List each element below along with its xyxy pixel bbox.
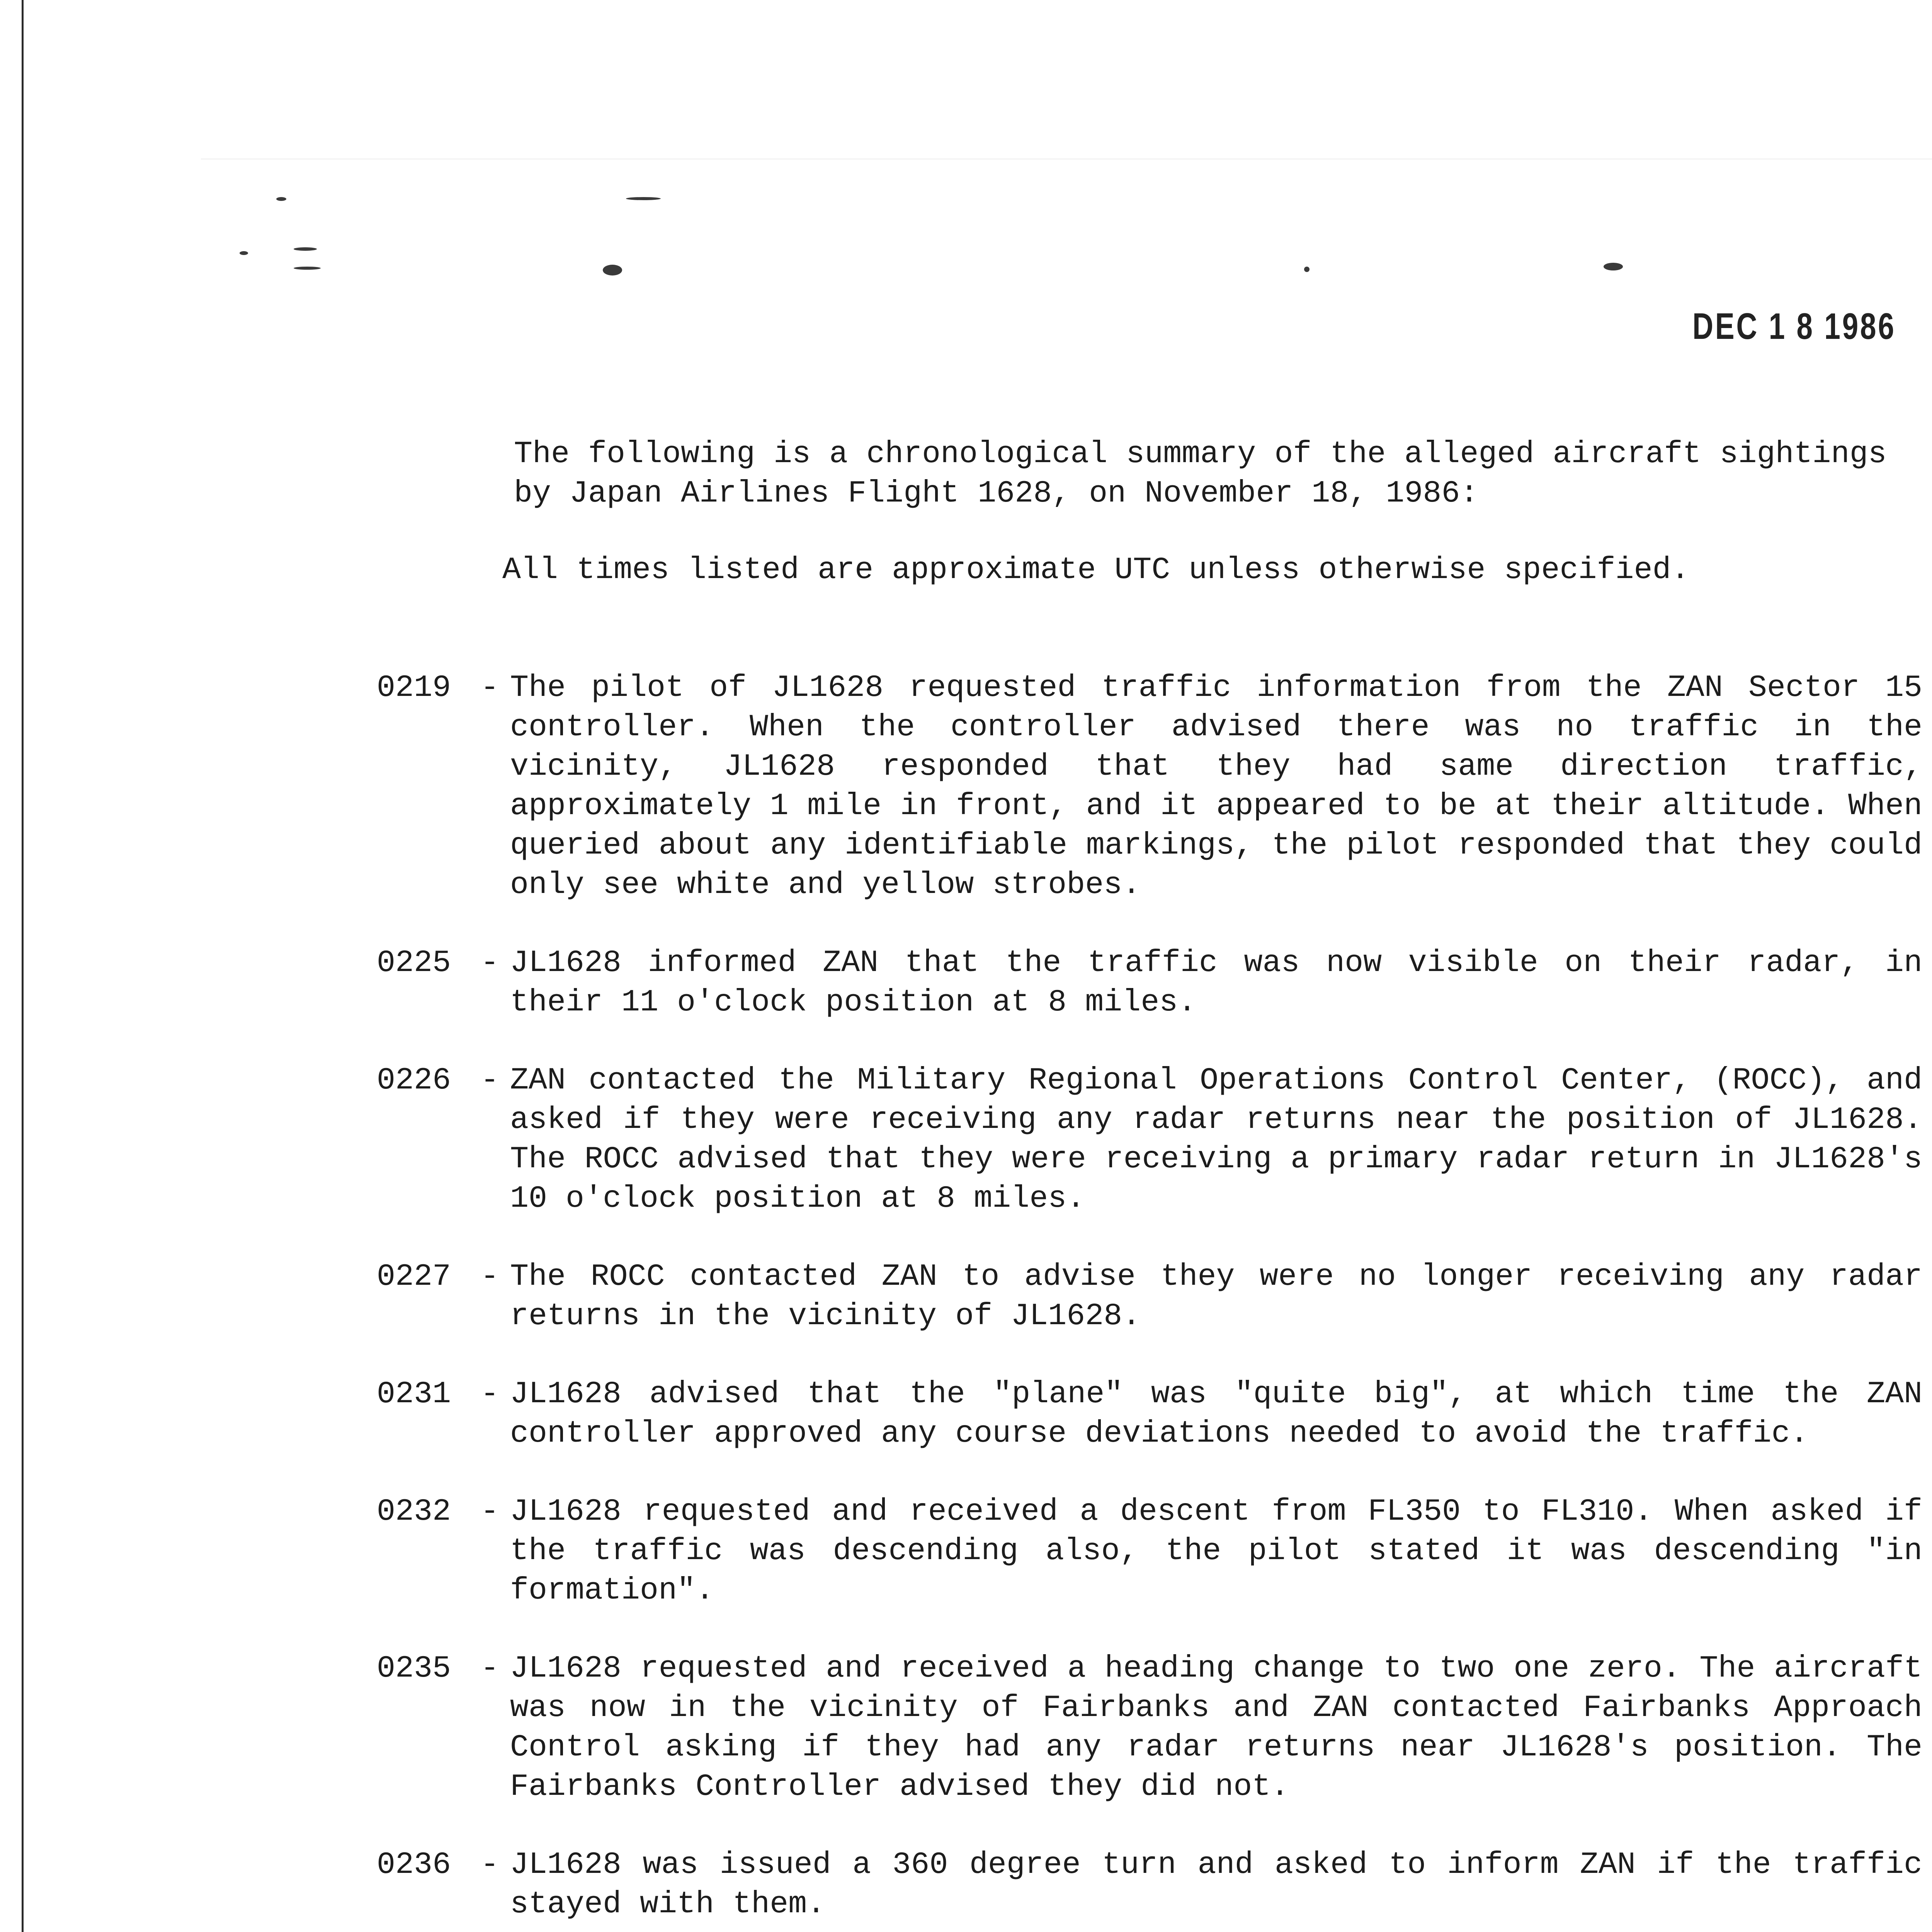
entry-time: 0235 bbox=[377, 1651, 451, 1686]
entry-text: JL1628 was issued a 360 degree turn and asked to inform ZAN if the traffic stayed with them. bbox=[510, 1847, 1922, 1922]
scan-speck bbox=[294, 247, 317, 251]
entry-text: JL1628 advised that the "plane" was "quite big", at which time the ZAN controller approved any course deviations needed to avoid the traffic. bbox=[510, 1377, 1922, 1451]
scan-speck bbox=[1604, 263, 1623, 270]
scan-edge-line bbox=[22, 0, 24, 1932]
scan-top-edge bbox=[201, 158, 1932, 160]
chronology-entry bbox=[377, 1375, 1922, 1454]
time-note: All times listed are approximate UTC unless otherwise specified. bbox=[502, 553, 1690, 588]
chronology-entry bbox=[377, 1492, 1922, 1611]
entry-time: 0227 bbox=[377, 1259, 451, 1294]
date-received-stamp: DEC 1 8 1986 bbox=[1692, 306, 1896, 347]
scan-speck bbox=[276, 197, 286, 201]
entry-time: 0236 bbox=[377, 1847, 451, 1883]
scan-speck bbox=[603, 265, 622, 276]
entry-text: JL1628 requested and received a heading change to two one zero. The aircraft was now in the vicinity of Fairbanks and ZAN contacted Fairbanks Approach Control asking if they had any radar returns near JL1628's position. The Fairbanks Controller advised they did not. bbox=[510, 1651, 1922, 1804]
chronology-list bbox=[377, 668, 1922, 1932]
chronology-entry bbox=[377, 1845, 1922, 1924]
entry-time: 0225 bbox=[377, 946, 451, 981]
summary-intro: The following is a chronological summary of the alleged aircraft sightings by Japan Airlines Flight 1628, on November 18, 1986: bbox=[514, 437, 1887, 511]
entry-dash: - bbox=[480, 1651, 499, 1686]
entry-time: 0231 bbox=[377, 1377, 451, 1412]
entry-time: 0232 bbox=[377, 1494, 451, 1529]
entry-dash: - bbox=[480, 1847, 499, 1883]
entry-time: 0219 bbox=[377, 670, 451, 706]
entry-dash: - bbox=[480, 1377, 499, 1412]
scan-speck bbox=[240, 251, 248, 255]
entry-dash: - bbox=[480, 670, 499, 706]
chronology-entry bbox=[377, 668, 1922, 905]
entry-text: The ROCC contacted ZAN to advise they were no longer receiving any radar returns in the vicinity of JL1628. bbox=[510, 1259, 1922, 1334]
chronology-entry bbox=[377, 944, 1922, 1022]
scan-speck bbox=[626, 197, 661, 200]
entry-time: 0226 bbox=[377, 1063, 451, 1098]
chronology-entry bbox=[377, 1649, 1922, 1807]
entry-dash: - bbox=[480, 1063, 499, 1098]
chronology-entry bbox=[377, 1257, 1922, 1336]
entry-text: The pilot of JL1628 requested traffic information from the ZAN Sector 15 controller. When the controller advised there was no traffic in the vicinity, JL1628 responded that they had same direction traffic, approximately 1 mile in front, and it appeared to be at their altitude. When queried about any identifiable markings, the pilot responded that they could only see white and yellow strobes. bbox=[510, 670, 1922, 903]
scan-speck bbox=[294, 267, 321, 270]
entry-dash: - bbox=[480, 1259, 499, 1294]
entry-text: JL1628 requested and received a descent from FL350 to FL310. When asked if the traffic was descending also, the pilot stated it was descending "in formation". bbox=[510, 1494, 1922, 1608]
entry-dash: - bbox=[480, 946, 499, 981]
scan-speck bbox=[1304, 267, 1310, 272]
entry-text: JL1628 informed ZAN that the traffic was now visible on their radar, in their 11 o'clock position at 8 miles. bbox=[510, 946, 1922, 1020]
entry-dash: - bbox=[480, 1494, 499, 1529]
chronology-entry bbox=[377, 1061, 1922, 1219]
entry-text: ZAN contacted the Military Regional Operations Control Center, (ROCC), and asked if they were receiving any radar returns near the position of JL1628. The ROCC advised that they were receiving a primary radar return in JL1628's 10 o'clock position at 8 miles. bbox=[510, 1063, 1922, 1216]
